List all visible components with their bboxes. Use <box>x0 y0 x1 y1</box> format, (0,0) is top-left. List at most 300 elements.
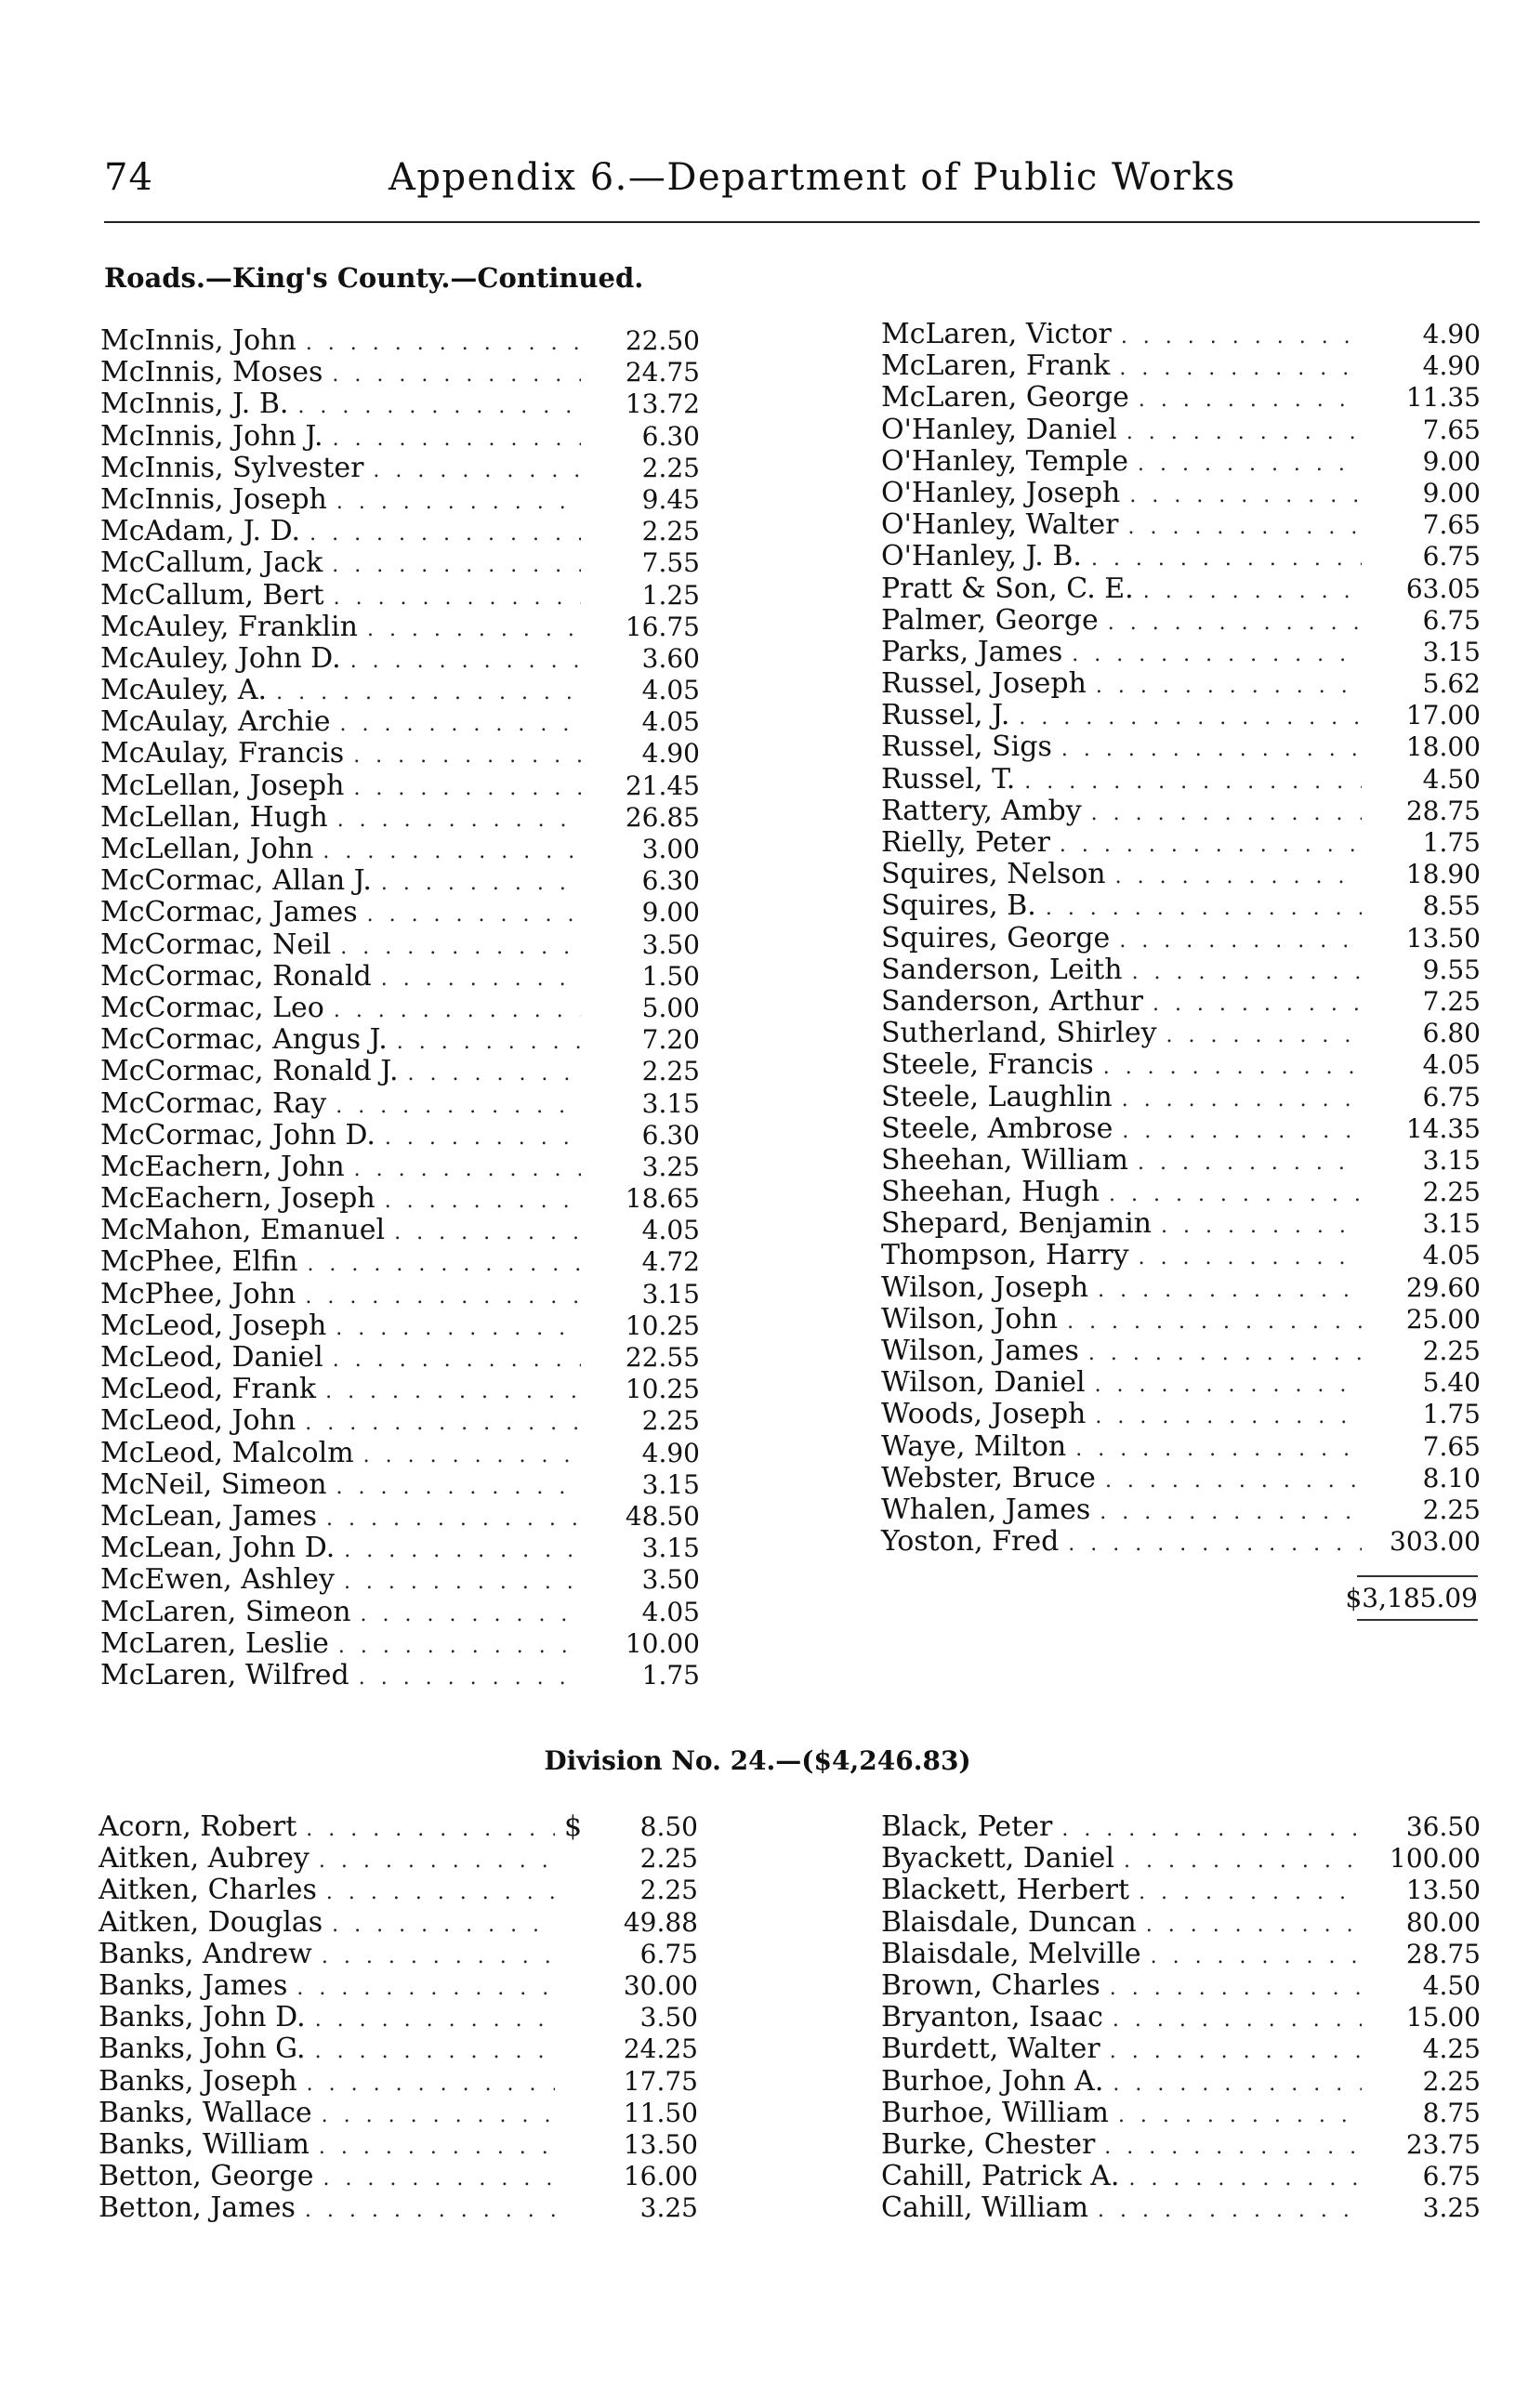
dot-leader <box>1096 671 1362 703</box>
entry-name: Banks, John G. <box>99 2033 306 2066</box>
dot-leader <box>296 1973 555 2005</box>
list-item <box>881 573 1481 605</box>
dot-leader <box>1061 734 1362 766</box>
dot-leader <box>332 1910 555 1941</box>
entry-amount: 6.80 <box>1422 1018 1481 1049</box>
entry-amount: 3.15 <box>641 1087 700 1119</box>
entry-amount: 4.90 <box>1422 350 1481 382</box>
list-item <box>99 2161 698 2192</box>
list-item <box>100 1056 700 1087</box>
dot-leader <box>1126 417 1362 449</box>
entry-name: McLaren, Leslie <box>100 1626 329 1660</box>
dot-leader <box>1095 1370 1362 1401</box>
list-item <box>100 1469 700 1501</box>
list-item <box>100 325 700 357</box>
entry-name: O'Hanley, Daniel <box>881 413 1117 446</box>
dot-leader <box>381 964 581 995</box>
entry-name: McInnis, Joseph <box>100 482 327 516</box>
list-item <box>99 2098 698 2129</box>
list-item <box>881 319 1481 350</box>
entry-amount: 23.75 <box>1405 2128 1481 2160</box>
dot-leader <box>336 1091 581 1123</box>
list-item <box>881 382 1481 414</box>
entry-name: McLellan, Hugh <box>100 800 328 834</box>
list-item <box>881 637 1481 668</box>
dot-leader <box>322 2100 555 2132</box>
dot-leader <box>306 328 581 360</box>
entry-name: Sutherland, Shirley <box>881 1017 1157 1050</box>
dot-leader <box>323 2164 555 2195</box>
entry-name: Steele, Ambrose <box>881 1112 1113 1145</box>
dot-leader <box>408 1059 581 1090</box>
entry-name: Palmer, George <box>881 603 1099 637</box>
dot-leader <box>1024 767 1362 798</box>
division-heading: Division No. 24.—($4,246.83) <box>544 1745 971 1776</box>
list-item <box>881 1494 1481 1526</box>
entry-name: O'Hanley, Temple <box>881 444 1129 478</box>
list-item <box>100 1660 700 1691</box>
list-item <box>881 478 1481 509</box>
dot-leader <box>305 2195 555 2227</box>
list-item <box>100 1024 700 1056</box>
dot-leader <box>1166 1020 1362 1052</box>
dot-leader <box>1129 480 1362 512</box>
entry-amount: 8.10 <box>1422 1462 1481 1493</box>
entry-amount: 3.25 <box>1422 2192 1481 2224</box>
entry-amount: 6.75 <box>1422 2161 1481 2192</box>
entry-name: Russel, J. <box>881 699 1010 732</box>
entry-name: Wilson, Joseph <box>881 1270 1089 1304</box>
list-item <box>881 1113 1481 1145</box>
list-item <box>881 509 1481 541</box>
list-item <box>100 1215 700 1246</box>
entry-amount: 4.05 <box>641 1596 700 1627</box>
entry-amount: 6.30 <box>641 420 700 452</box>
entry-name: Banks, Wallace <box>99 2096 312 2129</box>
list-item <box>99 1811 698 1843</box>
entry-amount: 2.25 <box>639 1843 698 1875</box>
list-item <box>881 414 1481 446</box>
dot-leader <box>1105 1466 1362 1497</box>
entry-amount: 2.25 <box>641 1056 700 1087</box>
entry-amount: 8.55 <box>1422 890 1481 922</box>
entry-name: Banks, James <box>99 1968 288 2002</box>
entry-name: Shepard, Benjamin <box>881 1207 1153 1241</box>
list-item <box>100 1120 700 1151</box>
dot-leader <box>1151 1941 1362 1973</box>
dot-leader <box>310 519 581 550</box>
dot-leader <box>1138 1148 1362 1179</box>
list-item <box>100 738 700 770</box>
list-item <box>100 675 700 706</box>
list-item <box>881 1811 1481 1843</box>
entry-name: Burke, Chester <box>881 2127 1096 2161</box>
dot-leader <box>1110 2036 1362 2068</box>
entry-amount: 13.50 <box>623 2128 698 2160</box>
dot-leader <box>1110 1973 1362 2005</box>
entry-name: McInnis, J. B. <box>100 388 289 421</box>
dot-leader <box>1075 1434 1362 1466</box>
list-item <box>881 1875 1481 1906</box>
entry-name: Rattery, Amby <box>881 794 1082 827</box>
dot-leader <box>353 773 581 805</box>
entry-name: McAuley, John D. <box>100 641 341 675</box>
dot-leader <box>337 805 581 836</box>
list-item <box>99 2066 698 2098</box>
entry-amount: 22.55 <box>625 1342 700 1373</box>
dot-leader <box>1113 2069 1362 2100</box>
entry-amount: 3.50 <box>639 2002 698 2033</box>
dot-leader <box>353 741 581 772</box>
entry-amount: 25.00 <box>1405 1303 1481 1335</box>
entry-amount: 1.75 <box>641 1659 700 1691</box>
dot-leader <box>1122 1116 1362 1148</box>
list-item <box>881 541 1481 572</box>
entry-amount: 48.50 <box>625 1500 700 1532</box>
list-item <box>881 1018 1481 1049</box>
page-number: 74 <box>104 156 153 199</box>
dot-leader <box>334 583 581 614</box>
dot-leader <box>373 455 581 487</box>
entry-amount: 4.05 <box>1422 1240 1481 1271</box>
dot-leader <box>1127 512 1362 544</box>
list-item <box>881 1177 1481 1208</box>
list-item <box>100 612 700 643</box>
entry-name: McCallum, Jack <box>100 546 323 580</box>
entry-name: Sanderson, Arthur <box>881 984 1143 1018</box>
entry-name: Cahill, William <box>881 2191 1089 2225</box>
entry-name: O'Hanley, Walter <box>881 508 1119 542</box>
list-item <box>99 1907 698 1939</box>
entry-amount: 24.25 <box>623 2033 698 2065</box>
dot-leader <box>1146 1910 1362 1941</box>
entry-amount: 6.75 <box>639 1938 698 1969</box>
dot-leader <box>1046 893 1362 925</box>
entry-name: Betton, James <box>99 2191 296 2225</box>
entry-name: Betton, George <box>99 2160 314 2193</box>
list-item <box>881 446 1481 478</box>
entry-name: McLaren, Wilfred <box>100 1658 349 1691</box>
dot-leader <box>1128 2164 1362 2195</box>
dot-leader <box>333 424 581 455</box>
dot-leader <box>319 1846 555 1877</box>
dot-leader <box>326 1504 581 1535</box>
entry-amount: 8.75 <box>1422 2097 1481 2128</box>
list-item <box>99 1970 698 2002</box>
list-item <box>881 1907 1481 1939</box>
entry-name: Aitken, Aubrey <box>99 1842 310 1875</box>
entry-amount: 1.75 <box>1422 827 1481 858</box>
entry-amount: 2.25 <box>1422 1177 1481 1208</box>
list-item <box>100 1088 700 1120</box>
dot-leader <box>340 709 582 741</box>
entry-amount: 10.25 <box>625 1374 700 1405</box>
entry-amount: 3.15 <box>641 1468 700 1500</box>
dot-leader <box>334 995 581 1027</box>
entry-amount: 2.25 <box>639 1875 698 1906</box>
total-amount: $3,185.09 <box>1345 1583 1478 1613</box>
dot-leader <box>305 1282 581 1313</box>
list-item <box>100 834 700 865</box>
dot-leader <box>359 1663 581 1694</box>
entry-name: Banks, William <box>99 2127 310 2161</box>
dot-leader <box>1115 862 1362 893</box>
entry-name: McInnis, Moses <box>100 356 323 389</box>
entry-name: Burhoe, William <box>881 2096 1109 2129</box>
entry-amount: 17.75 <box>623 2065 698 2097</box>
dot-leader <box>361 1599 581 1631</box>
list-item <box>99 1875 698 1906</box>
entry-name: McLean, John D. <box>100 1532 336 1565</box>
entry-amount: 16.00 <box>623 2161 698 2192</box>
page-header <box>104 156 1480 221</box>
list-item <box>99 1843 698 1875</box>
entry-name: McCormac, Ronald <box>100 959 372 993</box>
entry-amount: 3.25 <box>641 1151 700 1182</box>
list-item <box>881 764 1481 796</box>
entry-name: Sanderson, Leith <box>881 953 1123 986</box>
dot-leader <box>1067 1307 1362 1338</box>
dot-leader <box>340 932 581 964</box>
list-item <box>100 1628 700 1660</box>
list-item <box>881 605 1481 637</box>
entry-name: Pratt & Son, C. E. <box>881 572 1134 605</box>
entry-name: Byackett, Daniel <box>881 1842 1115 1875</box>
entry-amount: 13.72 <box>625 388 700 420</box>
list-item <box>881 1843 1481 1875</box>
dot-leader <box>1072 639 1362 671</box>
list-item <box>881 668 1481 700</box>
entry-amount: 4.72 <box>641 1246 700 1278</box>
entry-name: Russel, Sigs <box>881 730 1052 764</box>
list-item <box>100 865 700 897</box>
entry-name: McCormac, James <box>100 896 358 929</box>
dot-leader <box>1109 1179 1362 1211</box>
entry-name: O'Hanley, Joseph <box>881 476 1121 509</box>
dot-leader <box>1098 2195 1362 2227</box>
list-item <box>881 2066 1481 2098</box>
entry-amount: 5.00 <box>641 992 700 1023</box>
entry-amount: 3.50 <box>641 1564 700 1596</box>
entry-amount: 7.65 <box>1422 414 1481 445</box>
entry-name: Brown, Charles <box>881 1968 1100 2002</box>
entry-name: McEachern, Joseph <box>100 1182 375 1216</box>
entry-amount: 18.65 <box>625 1183 700 1215</box>
entry-amount: 3.60 <box>641 642 700 674</box>
entry-name: Russel, T. <box>881 762 1016 796</box>
dot-leader <box>1139 1877 1362 1909</box>
list-item <box>100 1597 700 1628</box>
entry-name: McLellan, Joseph <box>100 769 345 802</box>
left-column-list <box>100 325 700 1691</box>
entry-name: McInnis, John J. <box>100 419 323 453</box>
entry-name: McInnis, Sylvester <box>100 451 364 484</box>
entry-name: Rielly, Peter <box>881 826 1050 859</box>
entry-amount: 36.50 <box>1405 1811 1481 1842</box>
dot-leader <box>1068 1529 1362 1560</box>
list-item <box>100 1533 700 1564</box>
right-column-list <box>881 319 1481 1558</box>
list-item <box>881 1082 1481 1113</box>
list-item <box>100 1342 700 1374</box>
list-item <box>881 2002 1481 2033</box>
list-item <box>881 1970 1481 2002</box>
entry-name: McLaren, Simeon <box>100 1595 351 1628</box>
entry-amount: 3.15 <box>1422 636 1481 667</box>
entry-name: O'Hanley, J. B. <box>881 540 1082 573</box>
list-item <box>881 796 1481 827</box>
entry-amount: 13.50 <box>1405 1875 1481 1906</box>
dot-leader <box>336 487 581 519</box>
entry-name: McLeod, Frank <box>100 1373 317 1406</box>
entry-amount: 10.25 <box>625 1309 700 1341</box>
entry-amount: 4.90 <box>1422 319 1481 349</box>
entry-name: McLeod, Malcolm <box>100 1436 354 1469</box>
entry-name: Parks, James <box>881 635 1063 668</box>
entry-amount: 6.75 <box>1422 1081 1481 1112</box>
dot-leader <box>1121 322 1362 353</box>
dot-leader <box>1100 1497 1362 1529</box>
division-right-column-list <box>881 1811 1481 2224</box>
division-left-column-list <box>99 1811 698 2224</box>
entry-amount: 18.90 <box>1405 859 1481 890</box>
dot-leader <box>344 1567 581 1599</box>
entry-amount: 4.50 <box>1422 763 1481 795</box>
entry-amount: 4.05 <box>641 1215 700 1246</box>
entry-amount: 5.62 <box>1422 668 1481 700</box>
entry-amount: 6.75 <box>1422 541 1481 572</box>
list-item <box>881 2129 1481 2161</box>
list-item <box>100 1564 700 1596</box>
dot-leader <box>1088 1338 1362 1370</box>
list-item <box>881 1367 1481 1399</box>
list-item <box>99 1939 698 1970</box>
dot-leader <box>319 2132 555 2164</box>
entry-name: Sheehan, William <box>881 1143 1129 1177</box>
entry-name: Whalen, James <box>881 1493 1091 1526</box>
entry-amount: 17.00 <box>1405 700 1481 731</box>
dot-leader <box>397 1027 581 1059</box>
dot-leader <box>367 614 581 646</box>
list-item <box>881 1240 1481 1271</box>
entry-amount: 7.20 <box>641 1024 700 1056</box>
entry-name: McInnis, John <box>100 324 296 357</box>
entry-amount: 9.00 <box>1422 477 1481 508</box>
entry-amount: 3.00 <box>641 834 700 864</box>
entry-name: Black, Peter <box>881 1810 1053 1843</box>
entry-amount: 2.25 <box>1422 2065 1481 2097</box>
dot-leader <box>323 836 581 868</box>
dot-leader <box>315 2005 555 2036</box>
entry-amount: 2.25 <box>1422 1336 1481 1366</box>
dot-leader <box>381 868 581 900</box>
list-item <box>100 802 700 834</box>
dot-leader <box>1019 703 1362 734</box>
entry-name: McAdam, J. D. <box>100 515 301 548</box>
dot-leader <box>1104 2132 1362 2164</box>
entry-name: Wilson, James <box>881 1335 1079 1367</box>
entry-name: McLaren, Victor <box>881 318 1112 350</box>
list-item <box>881 890 1481 922</box>
list-item <box>99 2192 698 2224</box>
entry-name: McPhee, Elfin <box>100 1245 298 1279</box>
entry-amount: 6.75 <box>1422 604 1481 636</box>
entry-name: McCormac, Neil <box>100 928 332 961</box>
list-item <box>100 1246 700 1278</box>
entry-amount: 4.05 <box>641 706 700 738</box>
entry-name: Aitken, Charles <box>99 1874 317 1907</box>
list-item <box>100 643 700 675</box>
list-item <box>881 2033 1481 2065</box>
entry-amount: 28.75 <box>1405 795 1481 826</box>
entry-name: McAulay, Archie <box>100 705 331 739</box>
dot-leader <box>1091 544 1362 575</box>
list-item <box>881 1526 1481 1558</box>
entry-amount: 2.25 <box>641 516 700 547</box>
list-item <box>100 1183 700 1215</box>
entry-name: McLaren, Frank <box>881 349 1111 383</box>
dot-leader <box>1138 449 1362 480</box>
list-item <box>881 1049 1481 1081</box>
entry-amount: 2.25 <box>641 1405 700 1437</box>
entry-name: McCormac, Ray <box>100 1086 327 1120</box>
entry-name: McLeod, Daniel <box>100 1341 323 1374</box>
dot-leader <box>1061 1814 1362 1846</box>
list-item <box>881 1336 1481 1367</box>
entry-amount: 4.05 <box>1422 1049 1481 1081</box>
list-item <box>100 1438 700 1469</box>
entry-name: Banks, Joseph <box>99 2064 297 2098</box>
entry-name: Steele, Francis <box>881 1048 1094 1082</box>
list-item <box>100 1501 700 1533</box>
dot-leader <box>1119 353 1362 385</box>
entry-amount: 24.75 <box>625 357 700 388</box>
dot-leader <box>333 1345 581 1376</box>
list-item <box>881 350 1481 382</box>
entry-name: Cahill, Patrick A. <box>881 2160 1120 2193</box>
list-item <box>100 388 700 420</box>
entry-name: McCallum, Bert <box>100 578 324 612</box>
entry-amount: 6.30 <box>641 1119 700 1151</box>
entry-name: Blaisdale, Melville <box>881 1937 1141 1970</box>
entry-amount: 30.00 <box>623 1969 698 2001</box>
entry-amount: 28.75 <box>1405 1938 1481 1969</box>
entry-amount: 3.50 <box>641 928 700 960</box>
list-item <box>100 484 700 516</box>
dot-leader <box>307 2069 555 2100</box>
entry-amount: 5.40 <box>1422 1367 1481 1399</box>
entry-amount: 26.85 <box>625 801 700 833</box>
entry-amount: 3.15 <box>1422 1208 1481 1240</box>
list-item <box>99 2129 698 2161</box>
dot-leader <box>344 1535 581 1567</box>
list-item <box>881 954 1481 986</box>
entry-name: McLeod, John <box>100 1404 296 1438</box>
list-item <box>100 1405 700 1437</box>
list-item <box>100 770 700 802</box>
currency-symbol: $ <box>564 1810 583 1843</box>
entry-amount: 100.00 <box>1390 1843 1481 1875</box>
list-item <box>881 2192 1481 2224</box>
entry-amount: 3.25 <box>639 2192 698 2224</box>
list-item <box>881 1272 1481 1304</box>
entry-amount: 2.25 <box>1422 1493 1481 1525</box>
dot-leader <box>305 1408 581 1440</box>
list-item <box>881 859 1481 890</box>
entry-name: McCormac, Ronald J. <box>100 1055 399 1088</box>
dot-leader <box>1118 2100 1362 2132</box>
entry-name: McLellan, John <box>100 833 314 865</box>
